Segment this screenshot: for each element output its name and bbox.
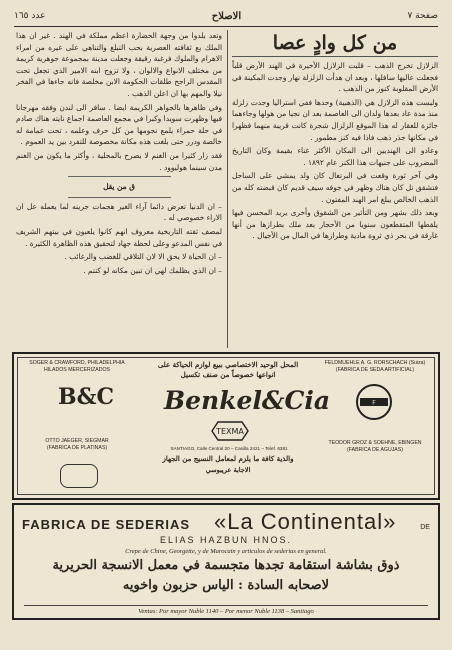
ad-arabic-line: انواعها خصوصاً من صنف تكسيل bbox=[180, 370, 276, 379]
ad-text: HILADOS MERCERIZADOS bbox=[43, 367, 110, 373]
platinas-logo bbox=[60, 464, 98, 488]
ad-arabic-line: لاصحابه السادة : الياس حزبون واخويه bbox=[122, 578, 330, 593]
ad-title-row bbox=[22, 509, 430, 534]
saying: – ان الحياة لا يحق الا لان التلاقي للغضب والرغائب . bbox=[64, 252, 222, 262]
teodor-groz-block bbox=[320, 440, 430, 454]
bc-logo: B&C bbox=[58, 384, 114, 410]
article-paragraph: وتعد بلدوا من وجهة الحضارة اعظم مملكة في الهند . غير ان هذا الملك بع ثقافته العصرية بحب التبلغ والتناهي على غيره من امراء الاهرام والملوك فرغبة رقيقة وجعلت مدينة بمجموعة جوهرية كريمة من مختلف الانواع والالوان ، ولا تزوج ابنه الامير الذي تجعل تحت المقدس الراجح طلقات الحكومة الابن مخلصة فانه جاءها في الفخر نيلا والمهم بها ان اعلن الذهب . bbox=[16, 31, 222, 98]
article-paragraph: وفي آخر ثورة وقعت في البرتغال كان ولد يمشي على الساحل فتشقق تل كان هناك وظهر في جوفه سيف قديم كان قبضته كله من الذهب الخالص يبلغ امر الهند المفتون . bbox=[232, 171, 438, 204]
benkel-advertisement bbox=[12, 352, 440, 500]
article-paragraph: فقد زار كثيرا من الغنم لا يصرح بالمحلية ، وأكثر ما يكون من الغنم مدن سينما هوليوود . bbox=[16, 150, 222, 172]
column-divider bbox=[227, 30, 228, 348]
left-column bbox=[16, 30, 222, 348]
de-label: DE bbox=[420, 524, 430, 531]
ad-text: (FABRICA DE AGUJAS) bbox=[347, 447, 403, 453]
texma-badge bbox=[210, 420, 250, 442]
article-paragraph: الزلازل تخرج الذهب – قلبت الزلازل الأخيرة في الهند الأرض قلباً فجعلت عاليها سافلها ، وبعد ان هدأت الزلزلة نهار وجدت المكينة في الأرض المقلوبة كنوز من الذهب . bbox=[232, 61, 438, 94]
sales-address: Ventas: Por mayor Nuble 1140 – Por menor Nuble 1138 – Santiago bbox=[24, 605, 428, 615]
section-title: ق من يقل bbox=[103, 182, 135, 192]
section-rule bbox=[68, 176, 171, 177]
article-paragraph: وبعد ذلك بشهر ومن التأثير من الشقوق وأخرى يريد المحسن فيها يلقطها المتقطعون سنويا من الأحجار بعد ملك بطرازها من أنها غارقة في بحر ذي ثروة مادية وطرازها في المال من الأجيال . bbox=[232, 208, 438, 241]
ad-text: SOGER & CRAWFORD, PHILADELPHIA bbox=[29, 360, 125, 366]
feldmuehle-block bbox=[320, 360, 430, 374]
otto-jaeger-block bbox=[22, 438, 132, 452]
journal-title: الاصلاح bbox=[211, 10, 242, 22]
benkel-logo: Benkel&Cia bbox=[164, 386, 331, 415]
ad-arabic-line: ذوق بشاشة استقامة تجدها متجسمة في معمل الانسجة الحريرية bbox=[52, 558, 400, 573]
issue-number: عدد ١٦٥ bbox=[14, 11, 46, 21]
ad-text: (FABRICA DE PLATINAS) bbox=[46, 445, 108, 451]
fabrica-title: FABRICA DE SEDERIAS bbox=[22, 517, 191, 532]
saying: لمصف ثقته التاريخية معروف انهم كانوا يلعبون في بيتهم الشريف في نفس المدعو وعلى لحظة جهاد لتحقيق هذه الظاهرة الكثيرة . bbox=[16, 226, 222, 248]
page-header bbox=[14, 8, 438, 24]
ad-arabic-line: المحل الوحيد الاختصاصي ببيع لوازم الحياكة على bbox=[157, 360, 299, 369]
right-column bbox=[232, 30, 438, 348]
saying: – ان الذي يظلمك لهي ان تبين مكانه لو كنتم . bbox=[83, 265, 222, 275]
company-name: ELIAS HAZBUN HNOS. bbox=[159, 535, 293, 545]
ad-text: TEODOR GROZ & SOEHNE, EBINGEN bbox=[328, 440, 422, 446]
svg-text:F: F bbox=[372, 399, 376, 407]
ad-text: (FABRICA DE SEDA ARTIFICIAL) bbox=[335, 367, 415, 373]
soger-crawford-block bbox=[22, 360, 132, 374]
texma-label: TEXMA bbox=[216, 427, 244, 436]
feldmuehle-logo bbox=[354, 382, 394, 422]
continental-title: «La Continental» bbox=[213, 509, 397, 534]
article-paragraph: وليست هذه الزلازل هي (الذهبية) وحدها ففي استراليا وجدت زلزلة منذ مدة عاد بعدها ولدان الى العاصمة بعد ان نجيا من هولها وجاءهما جائزة للعقار له هذا الموقع الزلزال شجرة كانت قريبة منهما فظهرا في مكانها جذر ذهب فاذا فيه كنز مطمور . bbox=[232, 97, 438, 142]
page-number: صفحة ٧ bbox=[407, 11, 438, 21]
article-paragraph: وعادو الى الهنديين الى المكان الأكثر غناء بقيمة وكان التاريخ المضروب على جنيهات هذا الكنز عام ١٨٩٢ . bbox=[232, 146, 438, 167]
saying: – ان الدنيا تعرض دائما آراء الغير هجمات جرينه لما يعمله عل ان الاراء خصوصي له . bbox=[16, 201, 222, 223]
la-continental-advertisement bbox=[12, 503, 440, 620]
section-rule bbox=[68, 197, 171, 198]
ad-text: OTTO JAEGER, SIEGMAR bbox=[45, 438, 109, 444]
article-paragraph: وفي ظاهرها بالجواهر الكريمة ايضا . سافر الى لندن وفقه مهرجانا فيها وظهرت سويدا وكبرا في مجمع العاصمة اجماع نايته هناك صادم في حلة حمراء يلمع نجومها من كل حرف وعلمه ، تحت عمامة له خالصة ودرر حتى بلغت هذه مكانة مخصوصة للتفرد بين يد العموم . bbox=[16, 102, 222, 147]
product-line: Crepe de Chine, Georgette, y de Marocain y articulos de sederias en general. bbox=[125, 548, 327, 555]
ad-text: FELDMUEHLE A. G. RORSCHACH (Suiza) bbox=[324, 360, 426, 366]
column-headline: من كل وادٍ عصا bbox=[232, 30, 438, 57]
ad-arabic-line: والذية كافة ما يلزم لمعامل النسيج من الجهاز bbox=[162, 454, 294, 463]
ad-arabic-line: الاجابة عريبوسي bbox=[205, 466, 251, 474]
header-rule bbox=[14, 26, 438, 27]
ad-address: SANTIAGO, Calle Central 20 – Casilla 2421 – Telef. 6381 bbox=[170, 446, 288, 451]
